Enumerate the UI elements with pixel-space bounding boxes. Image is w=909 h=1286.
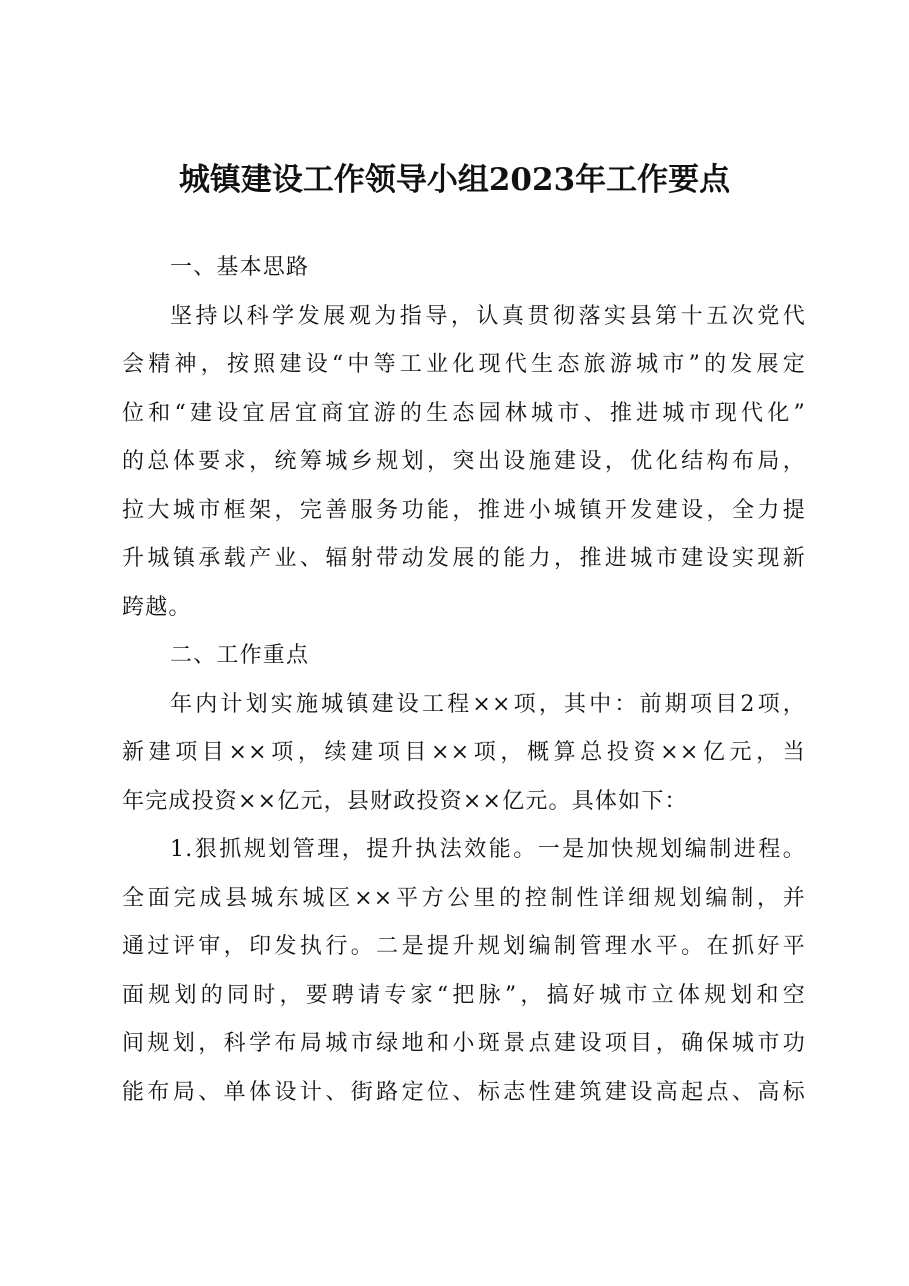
paragraph-line: 会精神，按照建设“中等工业化现代生态旅游城市”的发展定 [122, 352, 806, 377]
paragraph-line: 间规划，科学布局城市绿地和小斑景点建设项目，确保城市功 [122, 1031, 806, 1056]
paragraph-line: 年内计划实施城镇建设工程××项，其中：前期项目2项， [170, 691, 806, 717]
paragraph-line: 全面完成县城东城区××平方公里的控制性详细规划编制，并 [122, 885, 806, 911]
paragraph-line: 的总体要求，统筹城乡规划，突出设施建设，优化结构布局， [122, 449, 806, 474]
document-title: 城镇建设工作领导小组2023年工作要点 [178, 162, 731, 198]
section-heading-work-focus: 二、工作重点 [170, 643, 310, 668]
paragraph-line: 跨越。 [122, 594, 192, 620]
paragraph-line: 能布局、单体设计、街路定位、标志性建筑建设高起点、高标 [122, 1079, 806, 1105]
paragraph-line: 坚持以科学发展观为指导，认真贯彻落实县第十五次党代 [170, 303, 806, 329]
paragraph-line: 通过评审，印发执行。二是提升规划编制管理水平。在抓好平 [122, 934, 806, 959]
document-body [122, 244, 806, 1117]
paragraph-line: 拉大城市框架，完善服务功能，推进小城镇开发建设，全力提 [122, 497, 806, 523]
paragraph-line: 升城镇承载产业、辐射带动发展的能力，推进城市建设实现新 [122, 546, 806, 571]
paragraph-line: 年完成投资××亿元，县财政投资××亿元。具体如下： [122, 788, 688, 814]
paragraph-line: 面规划的同时，要聘请专家“把脉”，搞好城市立体规划和空 [122, 982, 806, 1008]
paragraph-line: 新建项目××项，续建项目××项，概算总投资××亿元，当 [122, 740, 806, 765]
section-heading-basic-ideas: 一、基本思路 [170, 255, 310, 280]
paragraph-line: 1.狠抓规划管理，提升执法效能。一是加快规划编制进程。 [170, 837, 806, 862]
paragraph-line: 位和“建设宜居宜商宜游的生态园林城市、推进城市现代化” [122, 400, 806, 426]
